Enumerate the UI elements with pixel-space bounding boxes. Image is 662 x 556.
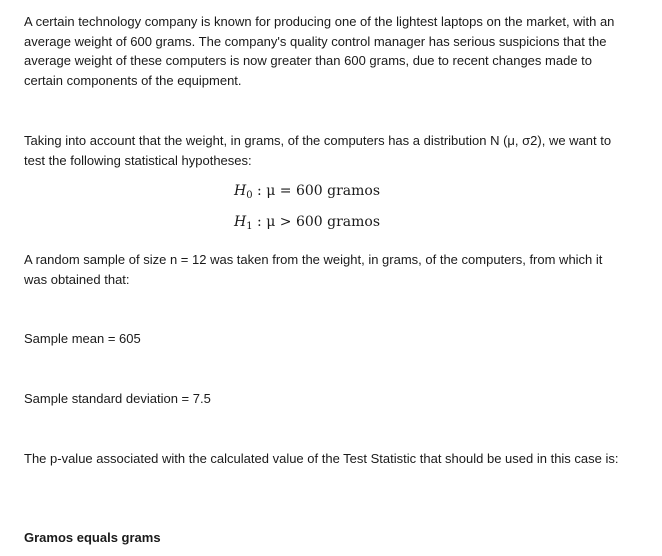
alternative-hypothesis xyxy=(234,214,380,232)
null-hypothesis-subscript: 0 xyxy=(246,190,253,201)
null-hypothesis xyxy=(234,183,380,201)
null-hypothesis-statement: : μ = 600 gramos xyxy=(252,183,381,199)
translation-note: Gramos equals grams xyxy=(24,530,161,545)
alternative-hypothesis-letter: H xyxy=(234,214,247,230)
intro-paragraph: A certain technology company is known for producing one of the lightest laptops on the market, with an average weight of 600 grams. The company's quality control manager has serious suspicions that the average weight of these computers is now greater than 600 grams, due to recent changes made to certain components of the equipment. xyxy=(24,14,615,88)
alternative-hypothesis-subscript: 1 xyxy=(246,221,253,232)
question-paragraph: The p-value associated with the calculated value of the Test Statistic that should be used in this case is: xyxy=(24,451,619,466)
sample-sd-text: Sample standard deviation = 7.5 xyxy=(24,391,211,406)
null-hypothesis-letter: H xyxy=(234,183,247,199)
sample-paragraph: A random sample of size n = 12 was taken from the weight, in grams, of the computers, from which it was obtained that: xyxy=(24,252,603,287)
sample-mean-text: Sample mean = 605 xyxy=(24,331,141,346)
alternative-hypothesis-statement: : μ > 600 gramos xyxy=(252,214,381,230)
distribution-paragraph: Taking into account that the weight, in grams, of the computers has a distribution N (μ, σ2), we want to test the following statistical hypotheses: xyxy=(24,133,612,168)
